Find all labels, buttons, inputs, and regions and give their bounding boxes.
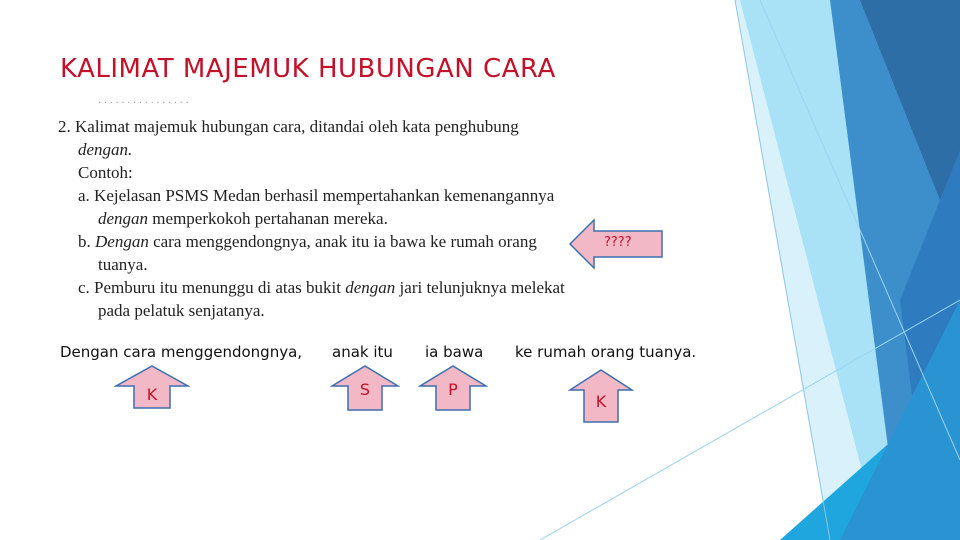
conjunction-highlight: dengan xyxy=(345,278,396,297)
text-span: b. xyxy=(78,232,95,251)
text-line: tuanya. xyxy=(98,255,148,274)
sentence-part: ia bawa xyxy=(425,343,484,361)
text-line: pada pelatuk senjatanya. xyxy=(98,301,265,320)
callout-label: ???? xyxy=(604,235,632,250)
sentence-part: anak itu xyxy=(332,343,393,361)
sentence-part: Dengan cara menggendongnya, xyxy=(60,343,303,361)
text-line: Contoh: xyxy=(78,163,133,182)
text-line: dengan. xyxy=(78,140,133,159)
text-line: 2. Kalimat majemuk hubungan cara, ditandai oleh kata penghubung xyxy=(58,117,519,136)
text-line xyxy=(98,209,388,229)
text-line xyxy=(78,278,565,298)
cropped-line: · · · · · · · · · · · · · · · · xyxy=(98,100,189,109)
text-line: a. Kejelasan PSMS Medan berhasil mempertahankan kemenangannya xyxy=(78,186,555,205)
conjunction-highlight: dengan xyxy=(98,209,149,228)
text-span: c. Pemburu itu menunggu di atas bukit xyxy=(78,278,346,297)
text-span: jari telunjuknya melekat xyxy=(395,278,565,297)
sentence-part: ke rumah orang tuanya. xyxy=(515,343,697,361)
slide-title: KALIMAT MAJEMUK HUBUNGAN CARA xyxy=(60,54,556,84)
function-label: S xyxy=(359,380,371,399)
conjunction-highlight: Dengan xyxy=(95,232,149,251)
example-text-block xyxy=(58,100,578,330)
function-label: P xyxy=(448,380,458,399)
function-label: K xyxy=(595,392,607,411)
text-span: cara menggendongnya, anak itu ia bawa ke rumah orang xyxy=(148,232,537,251)
function-label: K xyxy=(146,385,158,404)
text-span: memperkokoh pertahanan mereka. xyxy=(148,209,388,228)
text-line xyxy=(78,232,537,252)
